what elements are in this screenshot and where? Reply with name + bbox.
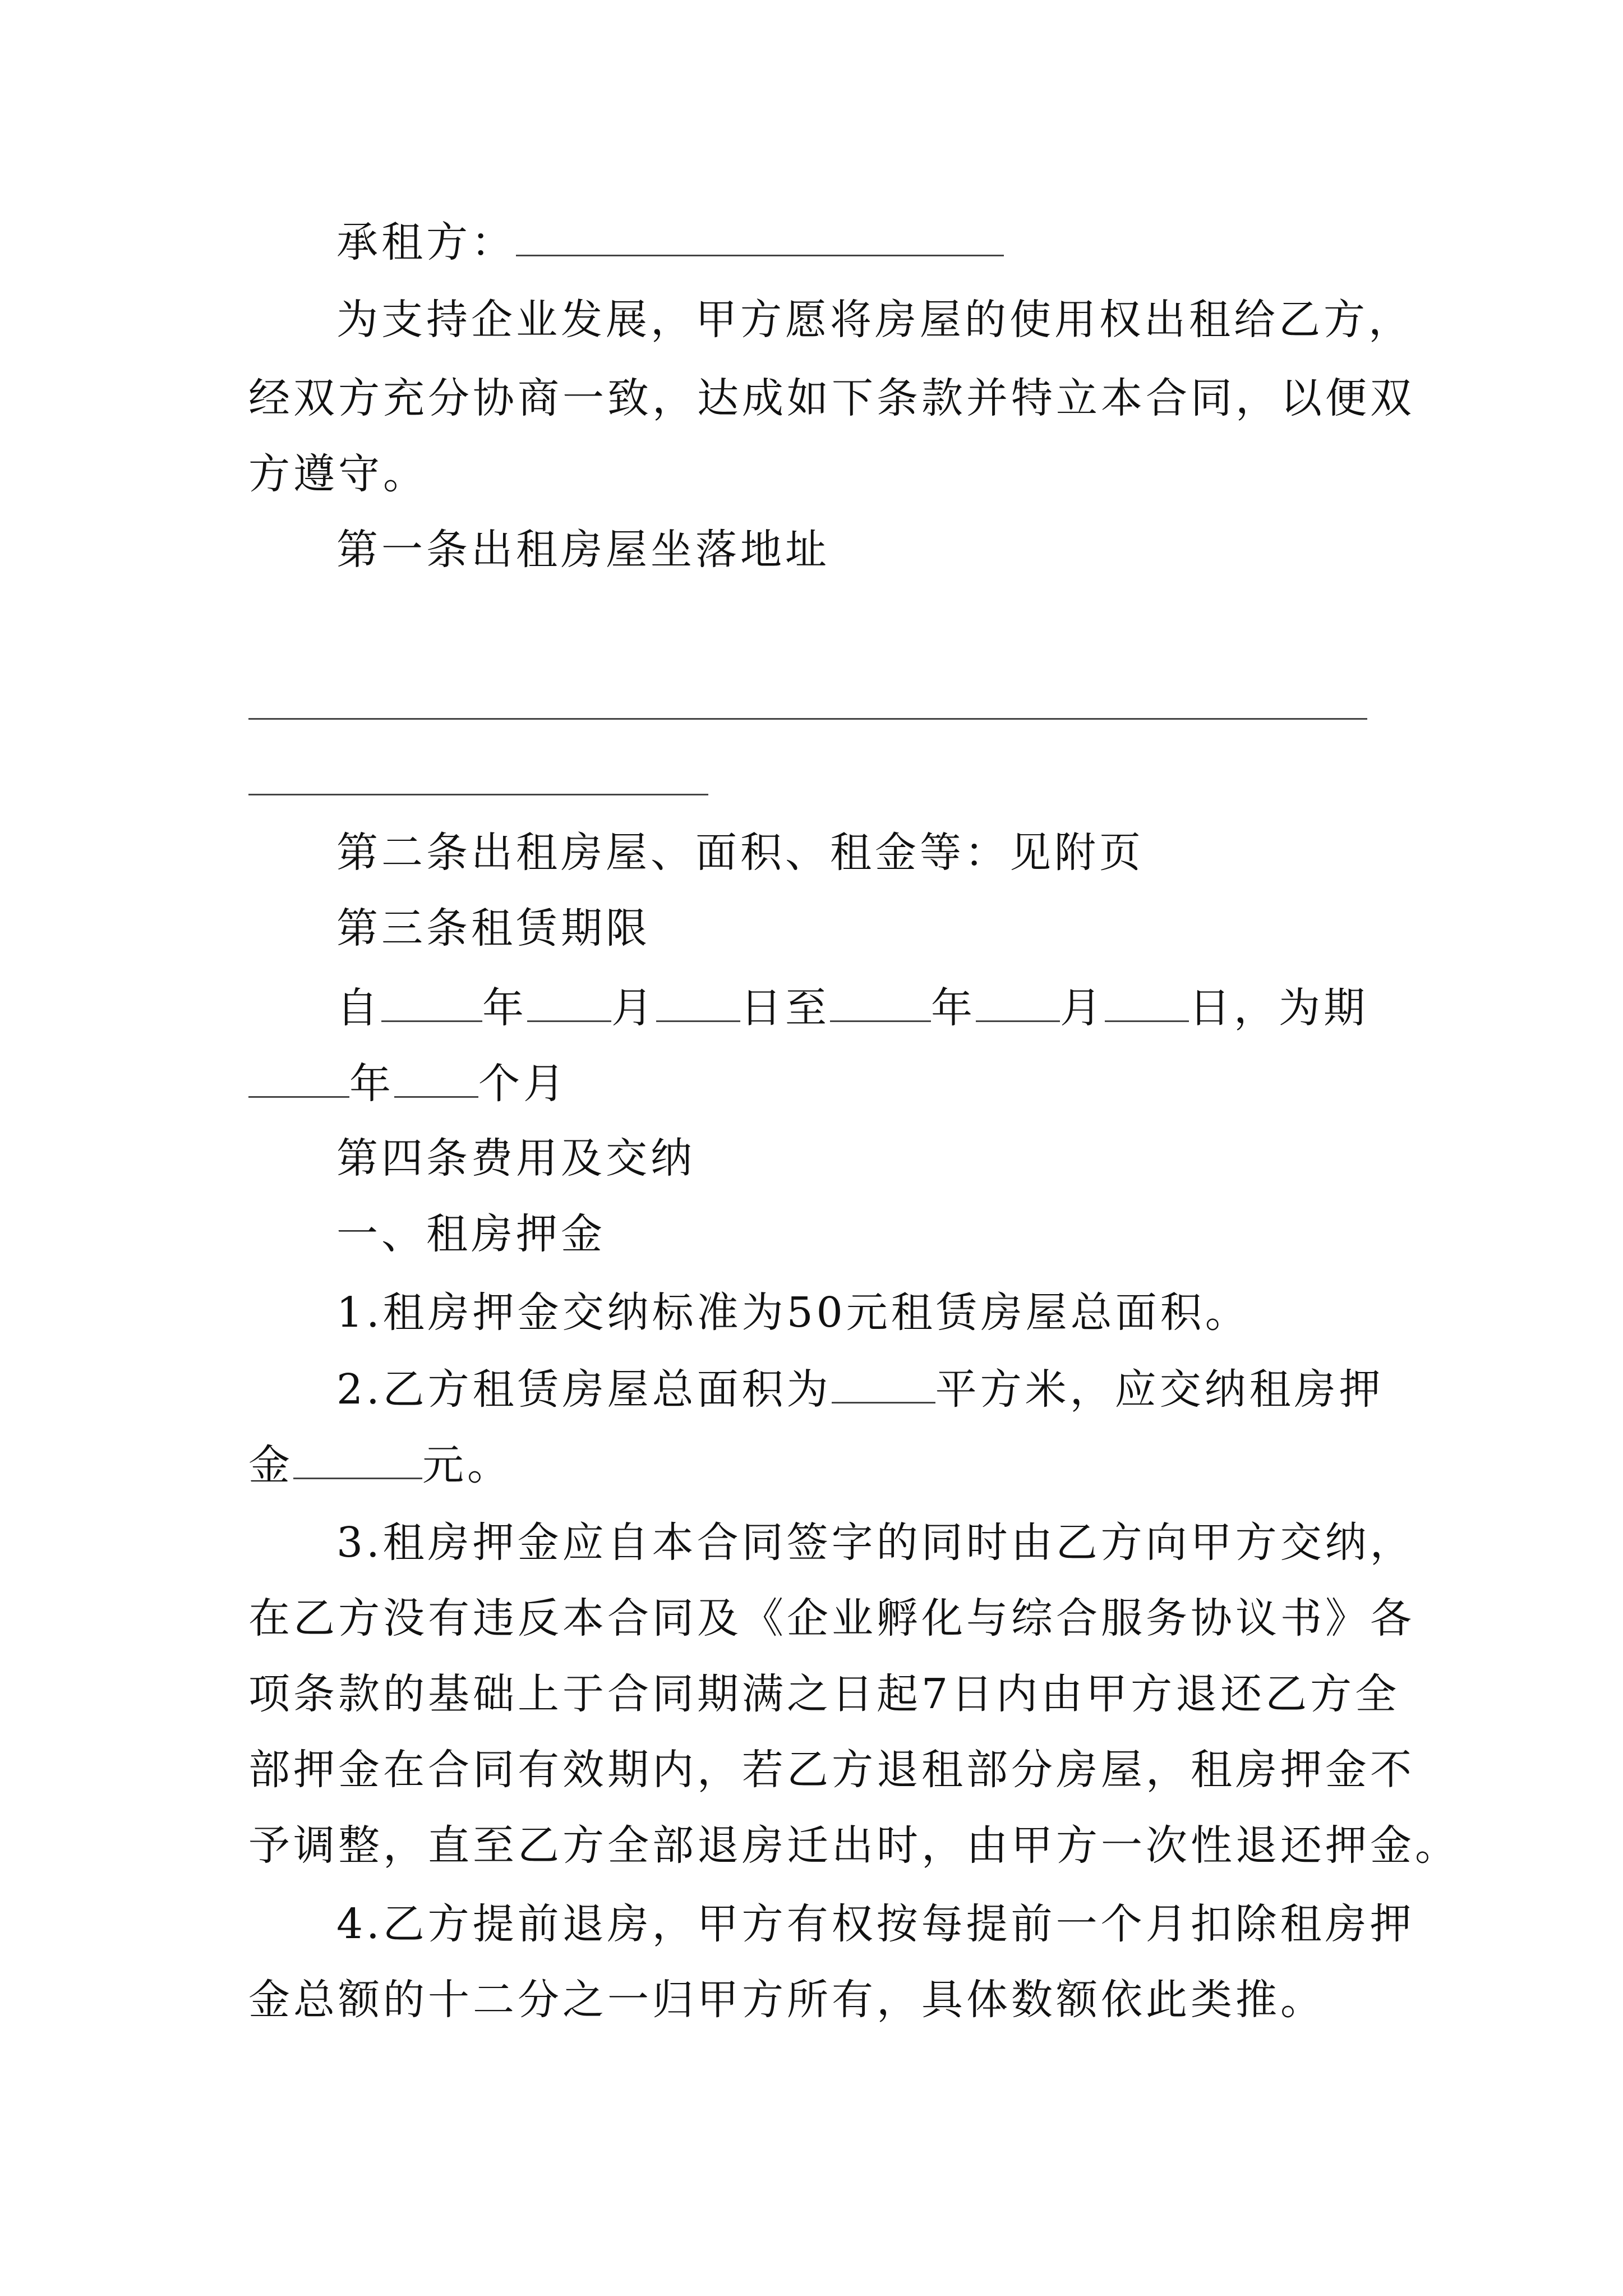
end-month-blank[interactable] <box>976 979 1060 1022</box>
term-month-1: 月 <box>611 984 656 1032</box>
period-year-blank[interactable] <box>248 1055 349 1098</box>
article-3-title: 第三条租赁期限 <box>336 904 651 953</box>
start-day-blank[interactable] <box>656 979 740 1022</box>
item-3-line-4: 部押金在合同有效期内，若乙方退租部分房屋，租房押金不 <box>248 1746 1415 1794</box>
item-2-text-a: 2.乙方租赁房屋总面积为 <box>336 1365 832 1414</box>
term-line-1 <box>336 979 1368 1036</box>
item-3-line-1: 3.租房押金应自本合同签字的同时由乙方向甲方交纳， <box>336 1519 1415 1567</box>
term-months: 个月 <box>478 1060 568 1108</box>
end-day-blank[interactable] <box>1105 979 1189 1022</box>
address-blank-line-1[interactable] <box>248 718 1367 720</box>
article-4-title: 第四条费用及交纳 <box>336 1134 695 1182</box>
term-month-2: 月 <box>1060 984 1105 1032</box>
item-2-text-c: 金 <box>248 1441 293 1489</box>
deposit-amount-blank[interactable] <box>293 1436 422 1479</box>
area-blank[interactable] <box>832 1360 935 1404</box>
item-4-line-1: 4.乙方提前退房，甲方有权按每提前一个月扣除租房押 <box>336 1900 1415 1948</box>
deposit-title: 一、租房押金 <box>336 1210 606 1258</box>
period-month-blank[interactable] <box>394 1055 478 1098</box>
tenant-blank[interactable] <box>516 213 1004 256</box>
address-blank-line-2[interactable] <box>248 794 708 795</box>
intro-line-1: 为支持企业发展，甲方愿将房屋的使用权出租给乙方， <box>336 296 1413 344</box>
item-2-line-2 <box>248 1436 512 1493</box>
article-1-title: 第一条出租房屋坐落地址 <box>336 526 830 574</box>
start-year-blank[interactable] <box>381 979 482 1022</box>
item-2-text-b: 平方米，应交纳租房押 <box>935 1365 1384 1414</box>
intro-line-2: 经双方充分协商一致，达成如下条款并特立本合同，以便双 <box>248 374 1415 422</box>
term-year-2: 年 <box>931 984 976 1032</box>
item-3-line-5: 予调整，直至乙方全部退房迁出时，由甲方一次性退还押金。 <box>248 1821 1460 1870</box>
tenant-line <box>336 213 1004 270</box>
article-2-title: 第二条出租房屋、面积、租金等：见附页 <box>336 829 1144 877</box>
term-to: 日至 <box>740 984 830 1032</box>
term-from: 自 <box>336 984 381 1032</box>
term-years: 年 <box>349 1060 394 1108</box>
item-3-line-2: 在乙方没有违反本合同及《企业孵化与综合服务协议书》各 <box>248 1594 1415 1642</box>
term-year-1: 年 <box>482 984 527 1032</box>
term-period: 日，为期 <box>1189 984 1368 1032</box>
item-4-line-2: 金总额的十二分之一归甲方所有，具体数额依此类推。 <box>248 1976 1325 2024</box>
item-3-line-3: 项条款的基础上于合同期满之日起7日内由甲方退还乙方全 <box>248 1670 1400 1718</box>
end-year-blank[interactable] <box>830 979 931 1022</box>
term-line-2 <box>248 1055 568 1112</box>
item-2-text-d: 元。 <box>422 1441 512 1489</box>
intro-line-3: 方遵守。 <box>248 450 428 498</box>
item-2-line-1 <box>336 1360 1384 1418</box>
item-1: 1.租房押金交纳标准为50元租赁房屋总面积。 <box>336 1289 1250 1337</box>
start-month-blank[interactable] <box>527 979 611 1022</box>
tenant-label: 承租方： <box>336 218 516 266</box>
